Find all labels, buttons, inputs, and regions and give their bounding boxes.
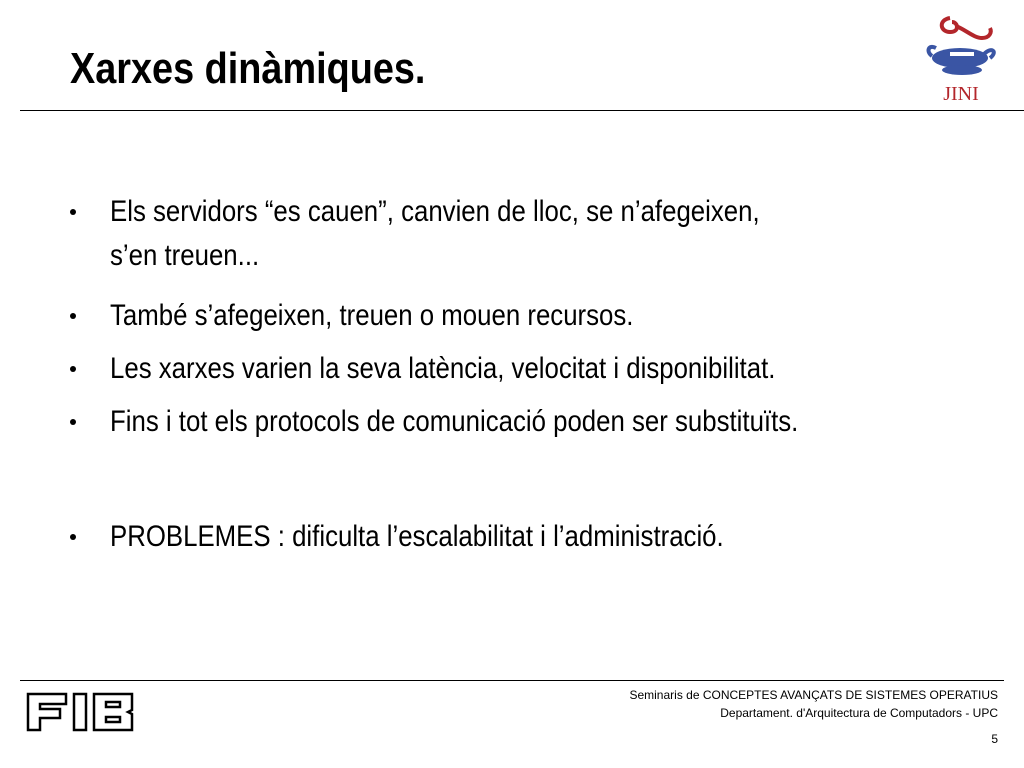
fib-logo-text: FIB <box>24 690 26 691</box>
bullet-icon <box>70 366 76 372</box>
footer-course-line: Seminaris de CONCEPTES AVANÇATS DE SISTEMES OPERATIUS <box>629 688 998 702</box>
bullet-text: s’en treuen... <box>110 239 260 272</box>
fib-logo-icon <box>24 690 140 734</box>
bullet-icon <box>70 534 76 540</box>
bullet-text: Els servidors “es cauen”, canvien de lloc, se n’afegeixen, <box>110 195 760 228</box>
slide-title: Xarxes dinàmiques. <box>70 44 426 93</box>
footer-department-line: Departament. d'Arquitectura de Computadors - UPC <box>720 706 998 720</box>
bullet-icon <box>70 209 76 215</box>
jini-logo-text: JINI <box>943 83 979 105</box>
bullet-text: PROBLEMES : dificulta l’escalabilitat i l’administració. <box>110 520 724 553</box>
bullet-text: Les xarxes varien la seva latència, velocitat i disponibilitat. <box>110 352 776 385</box>
bullet-icon <box>70 313 76 319</box>
page-number: 5 <box>991 732 998 746</box>
bullet-text: Fins i tot els protocols de comunicació poden ser substituïts. <box>110 405 799 438</box>
footer-divider <box>20 680 1004 681</box>
bullet-text: També s’afegeixen, treuen o mouen recursos. <box>110 299 634 332</box>
bullet-icon <box>70 419 76 425</box>
